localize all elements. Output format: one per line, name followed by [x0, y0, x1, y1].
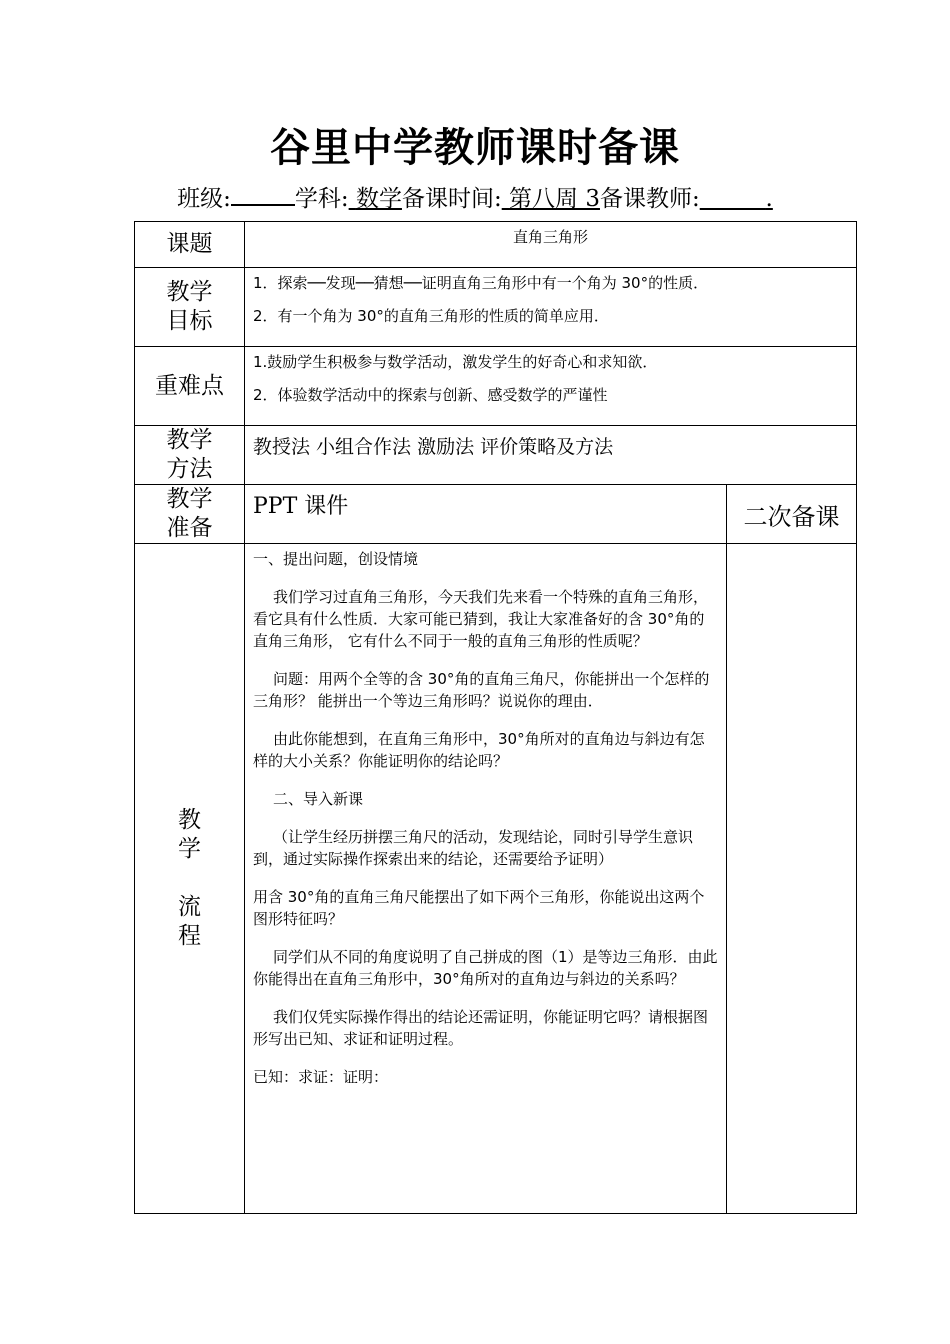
flow-paragraph: 由此你能想到，在直角三角形中，30°角所对的直角边与斜边有怎样的大小关系？你能证明你的结论吗？ — [253, 730, 705, 770]
flow-label-char: 教 — [178, 807, 201, 833]
goals-row — [135, 268, 857, 347]
goal-item: 2．有一个角为 30°的直角三角形的性质的简单应用． — [253, 307, 609, 325]
teacher-label: 备课教师: — [599, 186, 700, 212]
flow-row — [135, 544, 857, 1214]
flow-label-char: 程 — [178, 923, 201, 949]
goals-content — [245, 268, 857, 347]
page-title: 谷里中学教师课时备课 — [270, 124, 680, 171]
key-points-label: 重难点 — [135, 347, 245, 426]
time-value: 第八周 3 — [509, 186, 600, 212]
method-row — [135, 426, 857, 485]
lesson-plan-table — [134, 221, 857, 1214]
flow-paragraph: 已知：求证：证明： — [253, 1068, 389, 1086]
prep-value: PPT 课件 — [245, 485, 727, 544]
flow-paragraph: 我们仅凭实际操作得出的结论还需证明，你能证明它吗？请根据图形写出已知、求证和证明过程。 — [253, 1008, 709, 1048]
header-info-line — [0, 180, 950, 213]
topic-row — [135, 222, 857, 268]
topic-value: 直角三角形 — [245, 222, 857, 268]
flow-paragraph: 问题：用两个全等的含 30°角的直角三角尺，你能拼出一个怎样的三角形？ 能拼出一个等边三角形吗？说说你的理由． — [253, 670, 710, 710]
subject-label: 学科: — [294, 186, 349, 212]
key-point-item: 2．体验数学活动中的探索与创新、感受数学的严谨性 — [253, 386, 608, 404]
method-value: 教授法 小组合作法 激励法 评价策略及方法 — [245, 426, 857, 485]
second-prep-space — [727, 544, 857, 1214]
flow-label-char: 学 — [178, 836, 201, 862]
method-label: 教学方法 — [135, 426, 245, 485]
flow-paragraph: 同学们从不同的角度说明了自己拼成的图（1）是等边三角形．由此你能得出在直角三角形中，30°角所对的直角边与斜边的关系吗？ — [253, 948, 718, 988]
goals-label: 教学目标 — [135, 268, 245, 347]
goal-item: 1．探索──发现──猜想──证明直角三角形中有一个角为 30°的性质． — [253, 274, 709, 292]
key-points-row — [135, 347, 857, 426]
key-points-content — [245, 347, 857, 426]
flow-paragraph: 用含 30°角的直角三角尺能摆出了如下两个三角形，你能说出这两个图形特征吗？ — [253, 888, 705, 928]
class-label: 班级: — [177, 186, 231, 212]
prep-label: 教学准备 — [135, 485, 245, 544]
flow-content — [245, 544, 727, 1214]
topic-label: 课题 — [135, 222, 245, 268]
flow-paragraph: （让学生经历拼摆三角尺的活动，发现结论，同时引导学生意识到，通过实际操作探索出来的结论，还需要给予证明） — [253, 828, 694, 868]
flow-label-char: 流 — [178, 894, 201, 920]
time-label: 备课时间: — [401, 186, 502, 212]
flow-heading: 一、提出问题，创设情境 — [253, 550, 419, 568]
subject-value: 数学 — [355, 186, 402, 212]
flow-heading: 二、导入新课 — [273, 790, 364, 808]
key-point-item: 1.鼓励学生积极参与数学活动，激发学生的好奇心和求知欲． — [253, 353, 658, 371]
flow-paragraph: 我们学习过直角三角形，今天我们先来看一个特殊的直角三角形，看它具有什么性质．大家可能已猜到，我让大家准备好的含 30°角的直角三角形， 它有什么不同于一般的直角三角形的性质呢？ — [253, 588, 709, 650]
teacher-value: . — [765, 186, 773, 212]
second-prep-label: 二次备课 — [727, 485, 857, 544]
class-blank — [231, 186, 295, 206]
flow-label — [135, 544, 245, 1214]
prep-row — [135, 485, 857, 544]
